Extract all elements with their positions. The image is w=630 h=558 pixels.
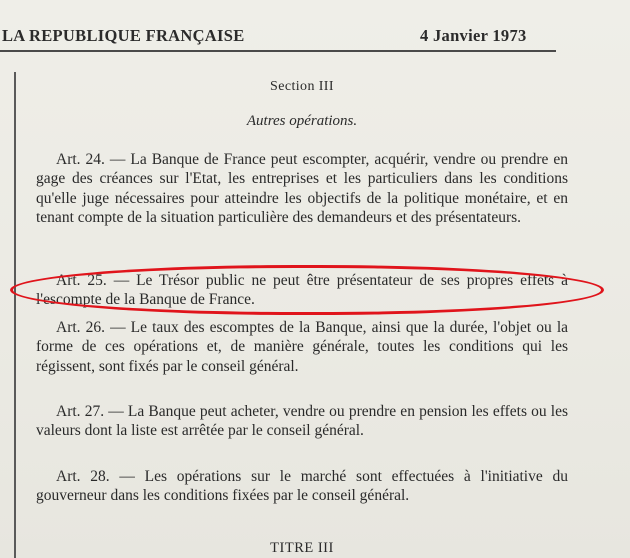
page-header <box>0 26 560 50</box>
article-26: Art. 26. — Le taux des escomptes de la Banque, ainsi que la durée, l'objet ou la forme de ces opérations et, de manière générale, toutes les conditions qui les régissent, sont fixés par le conseil général. <box>36 319 568 375</box>
journal-title: LA REPUBLIQUE FRANÇAISE <box>2 26 245 45</box>
article-25: Art. 25. — Le Trésor public ne peut être présentateur de ses propres effets à l'escompte de la Banque de France. <box>36 272 568 309</box>
next-heading: TITRE III <box>270 540 334 556</box>
article-27: Art. 27. — La Banque peut acheter, vendre ou prendre en pension les effets ou les valeurs dont la liste est arrêtée par le conseil général. <box>36 403 568 440</box>
section-title: Section III <box>270 79 334 94</box>
article-24: Art. 24. — La Banque de France peut escompter, acquérir, vendre ou prendre en gage des créances sur l'Etat, les entreprises et les particuliers dans les conditions qu'elle juge nécessaires pour atteindre les objectifs de la politique monétaire, et en tenant compte de la situation particulière des demandeurs et des présentateurs. <box>36 151 568 227</box>
article-28: Art. 28. — Les opérations sur le marché sont effectuées à l'initiative du gouverneur dans les conditions fixées par le conseil général. <box>36 468 568 505</box>
section-subtitle: Autres opérations. <box>246 113 358 129</box>
issue-date: 4 Janvier 1973 <box>420 26 527 45</box>
header-rule <box>0 50 556 52</box>
column-rule <box>14 72 16 558</box>
